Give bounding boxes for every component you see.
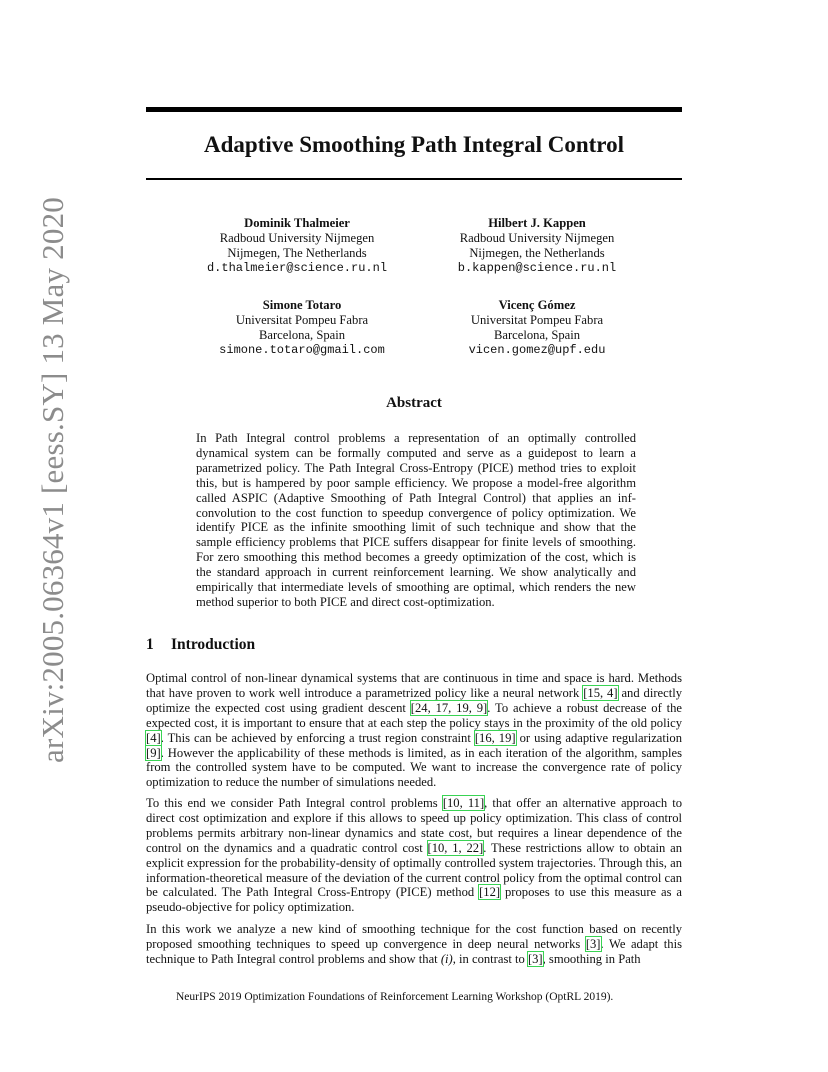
title-top-rule [146, 107, 682, 112]
author-affiliation: Radboud University Nijmegen [459, 231, 615, 245]
citation-link[interactable]: [3] [527, 951, 543, 966]
citation-link[interactable]: [15, 4] [583, 685, 618, 700]
author-block [182, 298, 422, 358]
author-name: Hilbert J. Kappen [488, 216, 586, 230]
paragraph-text: Optimal control of non-linear dynamical systems that are continuous in time and space is hard. Methods that have proven to work well introduce a parametrized policy like a neural network [146, 671, 682, 700]
author-affiliation: Universitat Pompeu Fabra [235, 313, 369, 327]
abstract-heading: Abstract [386, 395, 442, 411]
title-bottom-rule [146, 178, 682, 180]
citation-link[interactable]: [10, 1, 22] [427, 840, 484, 855]
venue-footnote: NeurIPS 2019 Optimization Foundations of Reinforcement Learning Workshop (OptRL 2019). [176, 991, 614, 1003]
paragraph-text: . These restrictions allow to obtain an explicit expression for the probability-density of optimally controlled system trajectories. Through this, an information-theoretical measure of the deviation of the current control policy from the optimal control can be calculated. The Path Integral Cross-Entropy (PICE) method [146, 840, 683, 900]
paragraph-text: . To achieve a robust decrease of the expected cost, it is important to ensure that at each step the policy stays in the proximity of the old policy [146, 700, 683, 730]
paragraph-text: . However the applicability of these methods is limited, as in each iteration of the algorithm, samples from the controlled system have to be computed. We want to increase the convergence rate of policy optimization to reduce the number of simulations needed. [146, 745, 682, 790]
author-affiliation: Radboud University Nijmegen [219, 231, 375, 245]
paragraph-text: . We adapt this technique to Path Integral control problems and show that [146, 936, 682, 966]
section-title: Introduction [171, 636, 256, 653]
author-location: Barcelona, Spain [493, 328, 581, 342]
author-block [417, 216, 657, 276]
paragraph-text: proposes to use this measure as a pseudo-objective for policy optimization. [146, 885, 682, 915]
author-name: Dominik Thalmeier [244, 216, 350, 230]
paragraph-text: , that offer an alternative approach to direct cost optimization and explore if this allows to speed up policy optimization. This class of control problems permits arbitrary non-linear dynamics and state cost, but requires a linear dependence of the control on the dynamics and a quadratic control cost [146, 796, 683, 855]
arxiv-identifier: arXiv:2005.06364v1 [eess.SY] 13 May 2020 [35, 197, 70, 763]
paragraph-text: and directly optimize the expected cost using gradient descent [146, 685, 683, 715]
citation-link[interactable]: [12] [479, 885, 501, 900]
intro-paragraph [146, 671, 682, 790]
author-location: Nijmegen, The Netherlands [227, 246, 367, 260]
citation-link[interactable]: [4] [146, 730, 161, 745]
citation-link[interactable]: [16, 19] [474, 730, 516, 745]
section-number: 1 [146, 636, 154, 653]
citation-link[interactable]: [10, 11] [442, 796, 485, 810]
author-email[interactable]: simone.totaro@gmail.com [219, 343, 385, 357]
author-block [177, 216, 417, 276]
author-affiliation: Universitat Pompeu Fabra [470, 313, 604, 327]
paragraph-text: , smoothing in Path [542, 951, 641, 966]
paragraph-text: To this end we consider Path Integral control problems [146, 796, 443, 810]
author-location: Nijmegen, the Netherlands [469, 246, 605, 260]
citation-link[interactable]: [24, 17, 19, 9] [410, 700, 488, 715]
emphasis-text: (i) [440, 951, 453, 966]
author-email[interactable]: d.thalmeier@science.ru.nl [206, 261, 388, 275]
intro-paragraph [146, 796, 682, 915]
citation-link[interactable]: [3] [585, 936, 601, 951]
author-email[interactable]: b.kappen@science.ru.nl [457, 261, 617, 275]
citation-link[interactable]: [9] [146, 745, 161, 760]
author-block [417, 298, 657, 358]
author-name: Simone Totaro [262, 298, 342, 312]
paragraph-text: or using adaptive regularization [515, 730, 682, 745]
paragraph-text: In this work we analyze a new kind of smoothing technique for the cost function based on recently proposed smoothing techniques to speed up convergence in deep neural networks [146, 922, 682, 951]
abstract-text: In Path Integral control problems a representation of an optimally controlled dynamical system can be formally computed and serve as a guidepost to learn a parametrized policy. The Path Integral Cross-Entropy (PICE) method tries to exploit this, but is hampered by poor sample efficiency. We propose a model-free algorithm called ASPIC (Adaptive Smoothing of Path Integral Control) that applies an inf-convolution to the cost function to speedup convergence of policy optimization. We identify PICE as the infinite smoothing limit of such technique and show that the sample efficiency problems that PICE suffers disappear for finite levels of smoothing. For zero smoothing this method becomes a greedy optimization of the cost, which is the standard approach in current reinforcement learning. We show analytically and empirically that intermediate levels of smoothing are optimal, which renders the new method superior to both PICE and direct cost-optimization. [196, 431, 636, 609]
section-heading [146, 636, 682, 654]
paper-title: Adaptive Smoothing Path Integral Control [204, 132, 624, 157]
paragraph-text: , in contrast to [452, 951, 528, 966]
intro-paragraph [146, 922, 682, 967]
author-email[interactable]: vicen.gomez@upf.edu [468, 343, 606, 357]
author-location: Barcelona, Spain [258, 328, 346, 342]
author-name: Vicenç Gómez [498, 298, 576, 312]
paragraph-text: . This can be achieved by enforcing a trust region constraint [160, 730, 475, 745]
